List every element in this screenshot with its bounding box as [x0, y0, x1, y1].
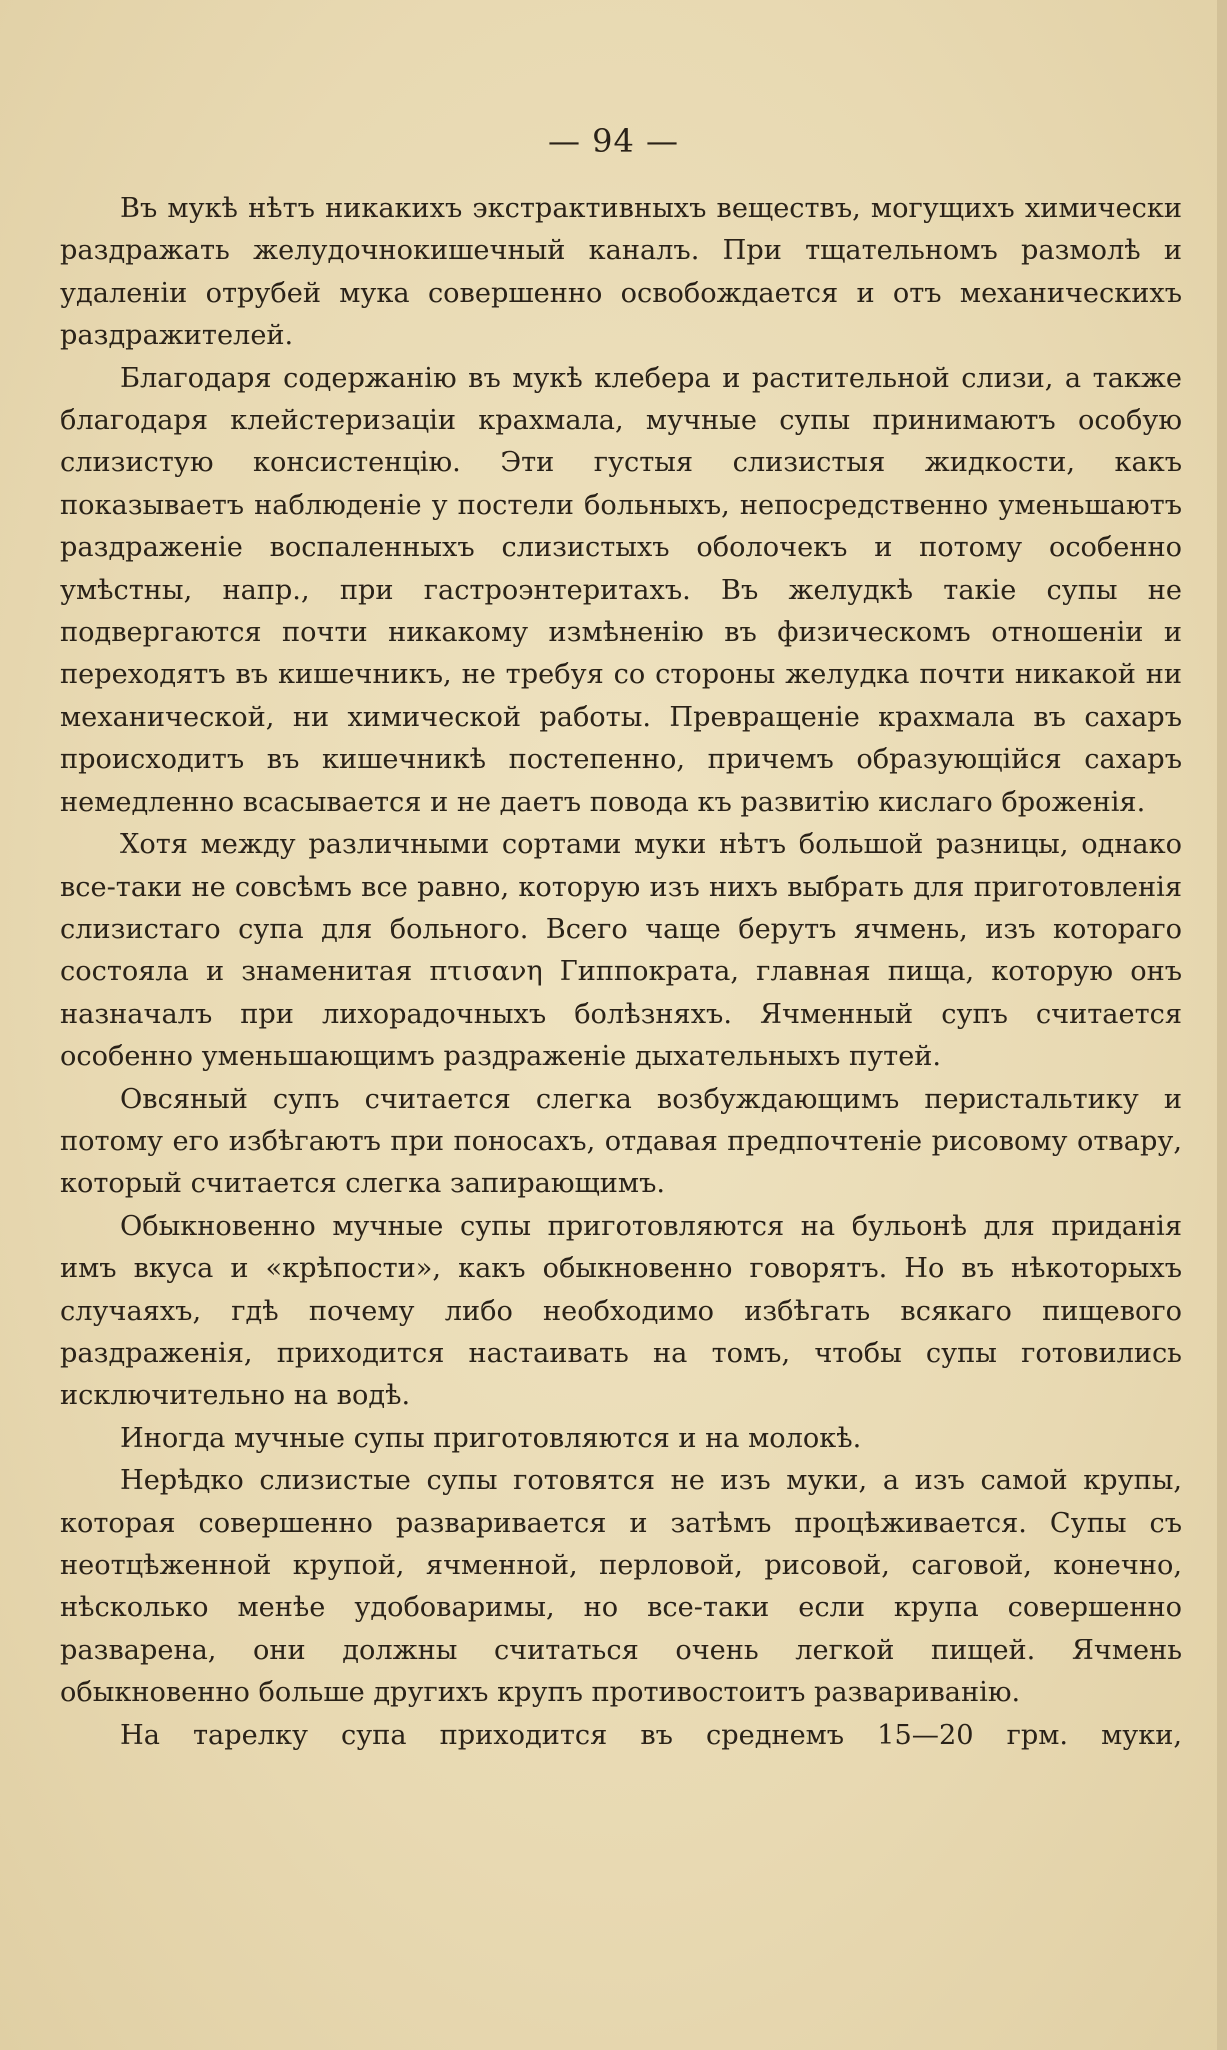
paragraph-8: На тарелку супа приходится въ среднемъ 15—20 грм. муки, — [120, 1719, 1182, 1751]
paragraph-3: Хотя между различными сортами муки нѣтъ большой разницы, однако все-таки не совсѣмъ все равно, которую изъ нихъ выбрать для приготовленія слизистаго супа для больного. Всего чаще берутъ ячмень, изъ котораго состояла и знаменитая πτισανη Гиппократа, главная пища, которую онъ назначалъ при лихорадочныхъ болѣзняхъ. Ячменный супъ считается особенно уменьшающимъ раздраженіе дыхательныхъ путей. — [60, 829, 1182, 1073]
page-edge — [1217, 0, 1227, 2050]
paragraph-1: Въ мукѣ нѣтъ никакихъ экстрактивныхъ веществъ, могущихъ химически раздражать желудочнокишечный каналъ. При тщательномъ размолѣ и удаленіи отрубей мука совершенно освобождается и отъ механическихъ раздражителей. — [60, 193, 1182, 352]
body-text — [60, 188, 1182, 1757]
paragraph-6: Иногда мучные супы приготовляются и на молокѣ. — [120, 1422, 862, 1454]
paragraph-5: Обыкновенно мучные супы приготовляются на бульонѣ для приданія имъ вкуса и «крѣпости», какъ обыкновенно говорятъ. Но въ нѣкоторыхъ случаяхъ, гдѣ почему либо необходимо избѣгать всякаго пищевого раздраженія, приходится настаивать на томъ, чтобы супы готовились исключительно на водѣ. — [60, 1210, 1182, 1412]
page-number: — 94 — — [547, 122, 680, 160]
paragraph-4: Овсяный супъ считается слегка возбуждающимъ перистальтику и потому его избѣгаютъ при поносахъ, отдавая предпочтеніе рисовому отвару, который считается слегка запирающимъ. — [60, 1083, 1182, 1200]
paragraph-2: Благодаря содержанію въ мукѣ клебера и растительной слизи, а также благодаря клейстеризаціи крахмала, мучные супы принимаютъ особую слизистую консистенцію. Эти густыя слизистыя жидкости, какъ показываетъ наблюденіе у постели больныхъ, непосредственно уменьшаютъ раздраженіе воспаленныхъ слизистыхъ оболочекъ и потому особенно умѣстны, напр., при гастроэнтеритахъ. Въ желудкѣ такіе супы не подвергаются почти никакому измѣненію въ физическомъ отношеніи и переходятъ въ кишечникъ, не требуя со стороны желудка почти никакой ни механической, ни химической работы. Превращеніе крахмала въ сахаръ происходитъ въ кишечникѣ постепенно, причемъ образующійся сахаръ немедленно всасывается и не даетъ повода къ развитію кислаго броженія. — [60, 362, 1182, 818]
paragraph-7: Нерѣдко слизистые супы готовятся не изъ муки, а изъ самой крупы, которая совершенно разваривается и затѣмъ процѣживается. Супы съ неотцѣженной крупой, ячменной, перловой, рисовой, саговой, конечно, нѣсколько менѣе удобоваримы, но все-таки если крупа совершенно разварена, они должны считаться очень легкой пищей. Ячмень обыкновенно больше другихъ крупъ противостоитъ развариванію. — [60, 1465, 1182, 1709]
